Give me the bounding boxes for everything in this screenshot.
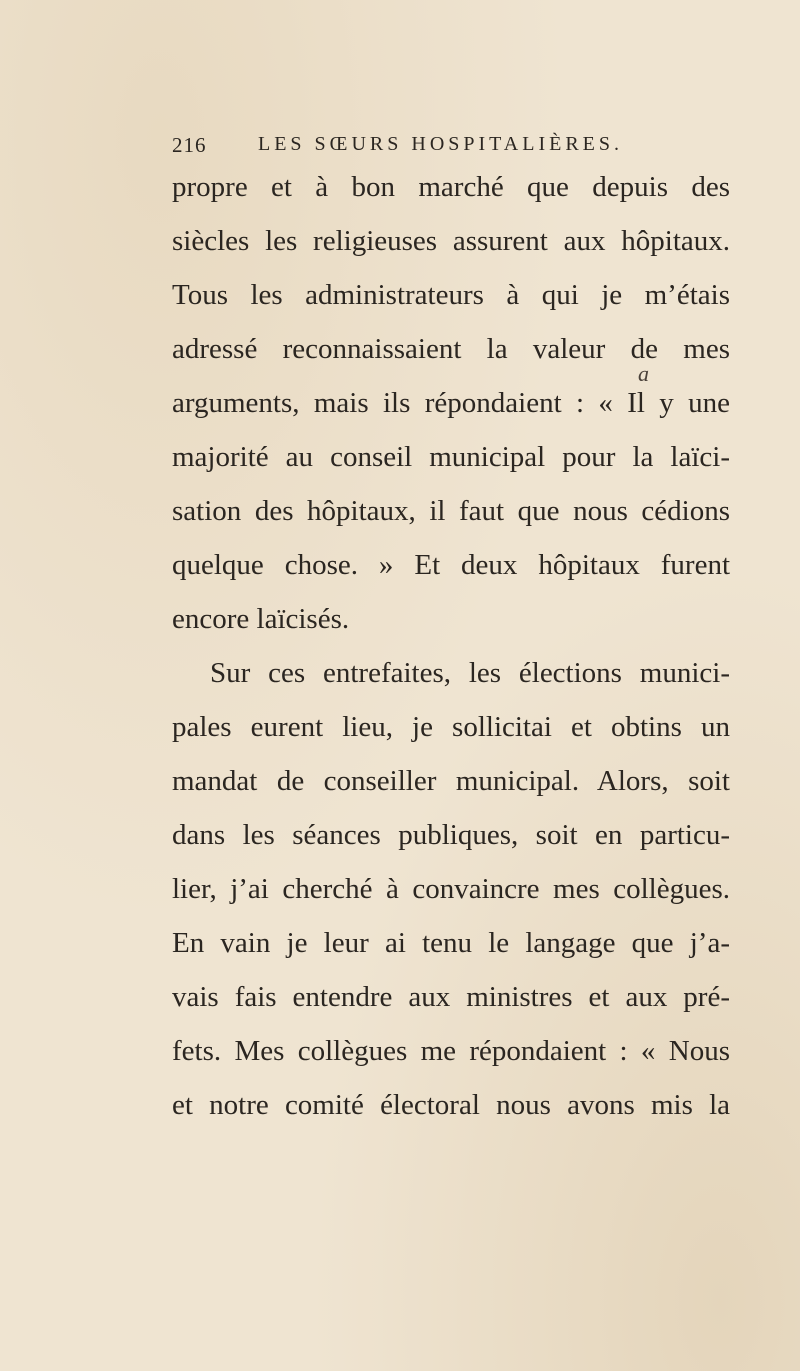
text-line-14: lier, j’ai cherché à convaincre mes collègues. — [172, 873, 730, 905]
text-line-10: Sur ces entrefaites, les élections munici- — [210, 657, 730, 689]
text-line-16: vais fais entendre aux ministres et aux pré- — [172, 981, 730, 1013]
text-line-17: fets. Mes collègues me répondaient : « Nous — [172, 1035, 730, 1067]
text-line-5: arguments, mais ils répondaient : « Il y une — [172, 387, 730, 419]
text-line-3: Tous les administrateurs à qui je m’étais — [172, 279, 730, 311]
text-line-7: sation des hôpitaux, il faut que nous cédions — [172, 495, 730, 527]
text-line-8: quelque chose. » Et deux hôpitaux furent — [172, 549, 730, 581]
text-line-13: dans les séances publiques, soit en particu- — [172, 819, 730, 851]
running-title: LES SŒURS HOSPITALIÈRES. — [258, 133, 623, 155]
text-line-2: siècles les religieuses assurent aux hôpitaux. — [172, 225, 730, 257]
page-number: 216 — [172, 133, 207, 157]
text-line-15: En vain je leur ai tenu le langage que j’a- — [172, 927, 730, 959]
text-line-4: adressé reconnaissaient la valeur de mes — [172, 333, 730, 365]
body-text — [172, 160, 730, 1132]
text-line-12: mandat de conseiller municipal. Alors, soit — [172, 765, 730, 797]
page-header — [172, 133, 672, 161]
text-line-11: pales eurent lieu, je sollicitai et obtins un — [172, 711, 730, 743]
handwritten-insertion: a — [638, 361, 649, 386]
text-line-18: et notre comité électoral nous avons mis la — [172, 1089, 730, 1121]
text-line-1: propre et à bon marché que depuis des — [172, 171, 730, 203]
text-line-6: majorité au conseil municipal pour la laïci- — [172, 441, 730, 473]
text-line-9: encore laïcisés. — [172, 603, 350, 635]
